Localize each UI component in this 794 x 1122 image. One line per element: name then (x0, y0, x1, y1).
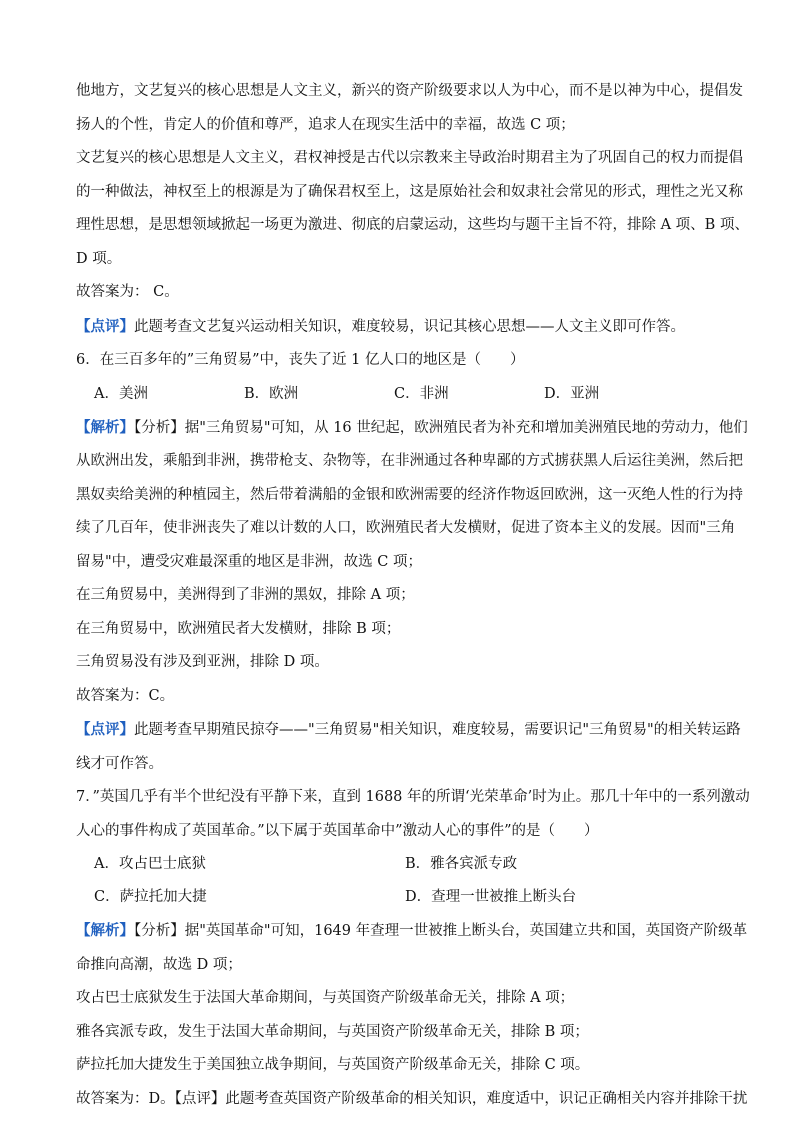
analysis-line: 【解析】【分析】据"三角贸易"可知，从 16 世纪起，欧洲殖民者为补充和增加美洲殖民地的劳动力，他们 (76, 418, 748, 436)
question-7-options-row1 (76, 848, 716, 881)
question-6-options (76, 378, 716, 411)
analysis-line: 命推向高潮，故选 D 项； (76, 956, 242, 973)
question-7-stem: 人心的事件构成了英国革命。”以下属于英国革命中”激动人心的事件”的是（ ） (76, 822, 599, 839)
question-7-stem: 7．”英国几乎有半个世纪没有平静下来，直到 1688 年的所谓‘光荣革命’时为止。那几十年中的一系列激动 (76, 789, 750, 805)
paragraph-line: D 项。 (76, 250, 122, 267)
analysis-line: 三角贸易没有涉及到亚洲，排除 D 项。 (76, 654, 329, 670)
option-c: C．萨拉托加大捷 (94, 889, 207, 905)
comment-line (76, 310, 716, 345)
option-a: A．美洲 (94, 385, 148, 402)
option-d: D．亚洲 (544, 385, 600, 402)
analysis-tag: 【解析】 (76, 418, 134, 436)
paragraph-line: 扬人的个性，肯定人的价值和尊严，追求人在现实生活中的幸福，故选 C 项； (76, 116, 575, 133)
option-a: A．攻占巴士底狱 (94, 856, 206, 872)
analysis-line: 在三角贸易中，欧洲殖民者大发横财，排除 B 项； (76, 620, 401, 637)
analysis-tag: 【解析】 (76, 922, 134, 939)
analysis-line: 雅各宾派专政，发生于法国大革命期间，与英国资产阶级革命无关，排除 B 项； (76, 1023, 589, 1040)
comment-text: 此题考查文艺复兴运动相关知识，难度较易，识记其核心思想——人文主义即可作答。 (134, 318, 685, 335)
answer-line: 故答案为：D。【点评】此题考查英国资产阶级革命的相关知识，难度适中，识记正确相关内容并排除干扰 (76, 1090, 748, 1107)
paragraph-line: 的一种做法，神权至上的根源是为了确保君权至上，这是原始社会和奴隶社会常见的形式，理性之光又称 (76, 183, 743, 200)
analysis-line: 留易"中，遭受灾难最深重的地区是非洲，故选 C 项； (76, 553, 422, 570)
analysis-line: 萨拉托加大捷发生于美国独立战争期间，与英国资产阶级革命无关，排除 C 项。 (76, 1057, 590, 1073)
analysis-line: 【解析】【分析】据"英国革命"可知，1649 年查理一世被推上断头台，英国建立共和国，英国资产阶级革 (76, 922, 748, 939)
option-b: B．欧洲 (244, 385, 299, 402)
analysis-line: 黑奴卖给美洲的种植园主，然后带着满船的金银和欧洲需要的经济作物返回欧洲，这一灭绝人性的行为持 (76, 486, 743, 503)
option-d: D．查理一世被推上断头台 (405, 889, 577, 905)
comment-tag: 【点评】 (76, 317, 134, 335)
question-7-options-row2 (76, 881, 716, 914)
answer-line: 故答案为：C。 (76, 687, 175, 704)
analysis-line: 在三角贸易中，美洲得到了非洲的黑奴，排除 A 项； (76, 587, 415, 603)
paragraph-line: 他地方，文艺复兴的核心思想是人文主义，新兴的资产阶级要求以人为中心，而不是以神为中心，提倡发 (76, 83, 743, 99)
paragraph-line: 文艺复兴的核心思想是人文主义，君权神授是古代以宗教来主导政治时期君主为了巩固自己的权力而提倡 (76, 150, 743, 166)
comment-tag: 【点评】 (76, 721, 134, 738)
paragraph-line: 理性思想，是思想领域掀起一场更为激进、彻底的启蒙运动，这些均与题干主旨不符，排除 A 项、B 项、 (76, 217, 749, 233)
comment-line: 线才可作答。 (76, 755, 163, 772)
analysis-line: 从欧洲出发，乘船到非洲，携带枪支、杂物等，在非洲通过各种卑鄙的方式掳获黑人后运往美洲，然后把 (76, 453, 743, 469)
document-page (76, 75, 750, 1116)
option-b: B．雅各宾派专政 (405, 856, 518, 872)
analysis-line: 攻占巴士底狱发生于法国大革命期间，与英国资产阶级革命无关，排除 A 项； (76, 990, 575, 1006)
option-c: C．非洲 (394, 385, 449, 402)
question-6-stem: 6．在三百多年的”三角贸易”中，丧失了近 1 亿人口的地区是（ ） (76, 352, 525, 368)
comment-line: 【点评】此题考查早期殖民掠夺——"三角贸易"相关知识，难度较易，需要识记"三角贸易"的相关转运路 (76, 721, 741, 738)
analysis-line: 续了几百年，使非洲丧失了难以计数的人口，欧洲殖民者大发横财，促进了资本主义的发展。因而"三角 (76, 520, 736, 536)
answer-line: 故答案为： C。 (76, 284, 179, 300)
